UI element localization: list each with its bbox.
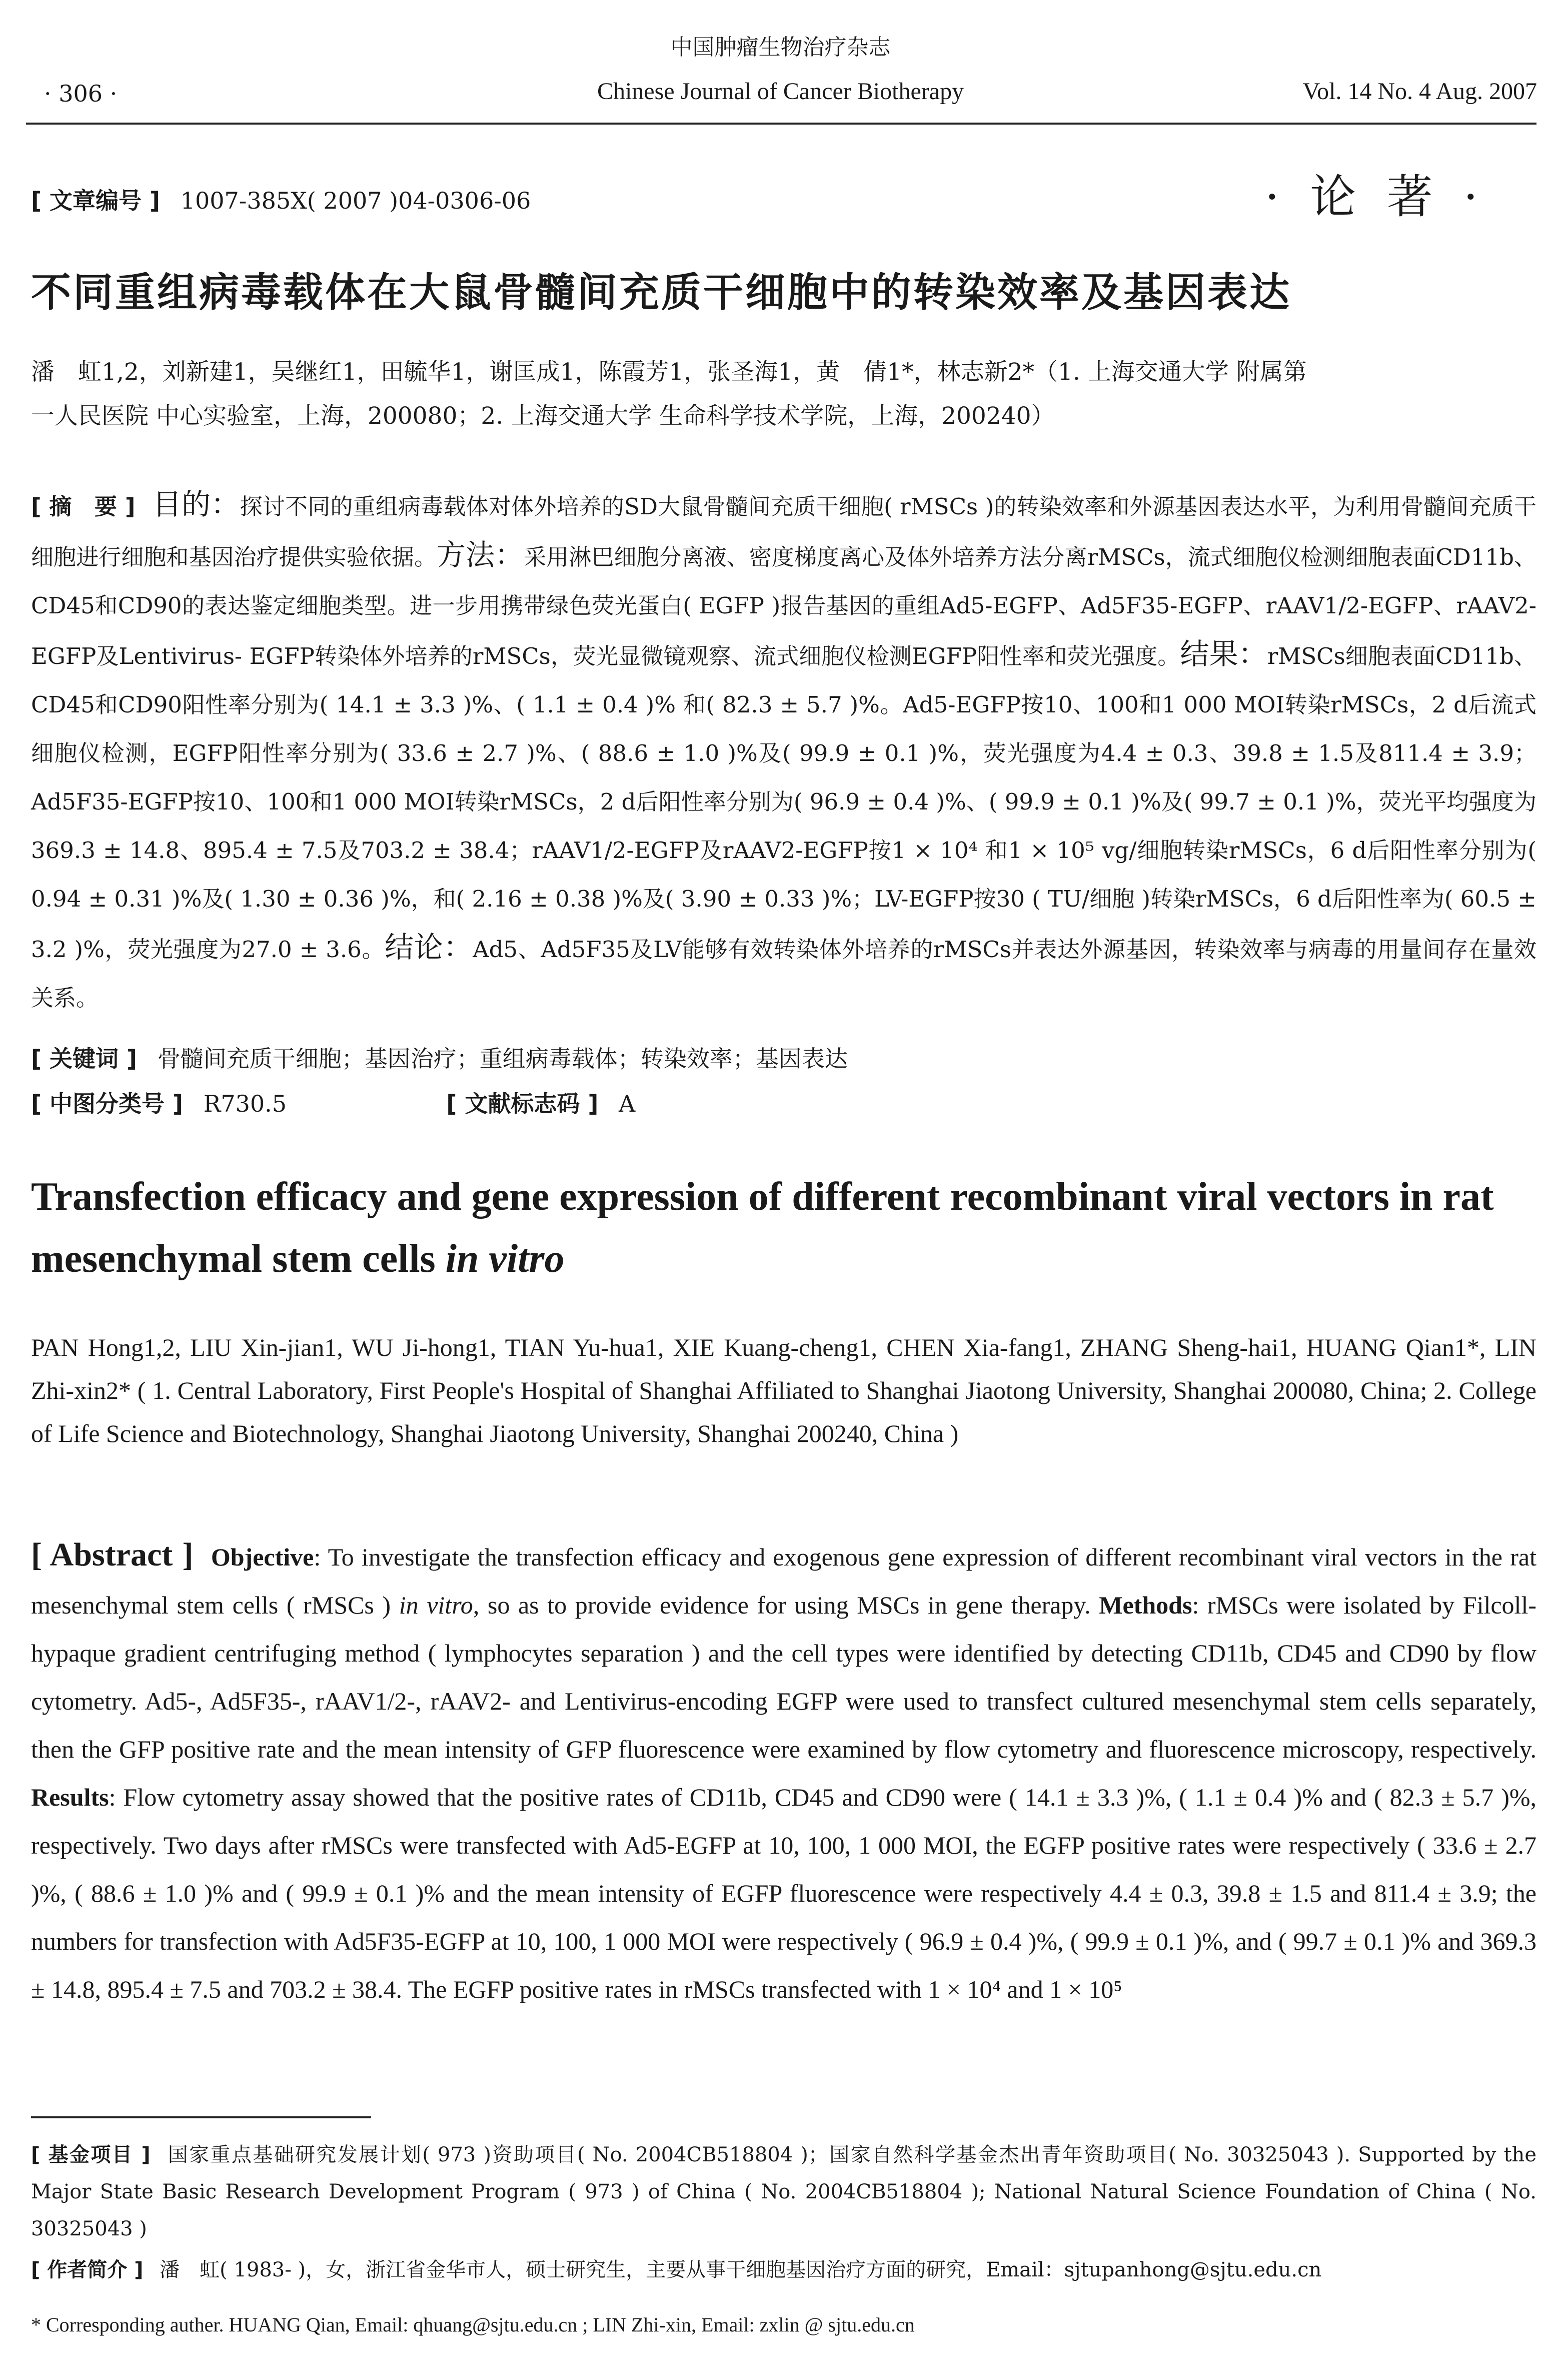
objective-en-label: Objective xyxy=(211,1543,314,1571)
funding-text: 国家重点基础研究发展计划( 973 )资助项目( No. 2004CB518804 )；国家自然科学基金杰出青年资助项目( No. 30325043 ). Supported by the Major State Basic Research Development Program ( 973 ) of China ( No. 2004CB518804 ); National Natural Science Foundation of China ( No. 30325043 ) xyxy=(31,2143,1536,2240)
results-cn: rMSCs细胞表面CD11b、CD45和CD90阳性率分别为( 14.1 ± 3.3 )%、( 1.1 ± 0.4 )% 和( 82.3 ± 5.7 )%。Ad5-EGFP按10、100和1 000 MOI转染rMSCs，2 d后流式细胞仪检测，EGFP阳性率分别为( 33.6 ± 2.7 )%、( 88.6 ± 1.0 )%及( 99.9 ± 0.1 )%，荧光强度为4.4 ± 0.3、39.8 ± 1.5及811.4 ± 3.9；Ad5F35-EGFP按10、100和1 000 MOI转染rMSCs，2 d后阳性率分别为( 96.9 ± 0.4 )%、( 99.9 ± 0.1 )%及( 99.7 ± 0.1 )%，荧光平均强度为369.3 ± 14.8、895.4 ± 7.5及703.2 ± 38.4；rAAV1/2-EGFP及rAAV2-EGFP按1 × 10⁴ 和1 × 10⁵ vg/细胞转染rMSCs，6 d后阳性率分别为( 0.94 ± 0.31 )%及( 1.30 ± 0.36 )%，和( 2.16 ± 0.38 )%及( 3.90 ± 0.33 )%；LV-EGFP按30 ( TU/细胞 )转染rMSCs，6 d后阳性率为( 60.5 ± 3.2 )%，荧光强度为27.0 ± 3.6。 xyxy=(31,643,1536,963)
methods-en: : rMSCs were isolated by Filcoll-hypaque gradient centrifuging method ( lymphocytes separation ) and the cell types were identified by detecting CD11b, CD45 and CD90 by flow cytometry. Ad5-, Ad5F35-, rAAV1/2-, rAAV2- and Lentivirus-encoding EGFP were used to transfect cultured mesenchymal stem cells separately, then the GFP positive rate and the mean intensity of GFP fluorescence were examined by flow cytometry and fluorescence microscopy, respectively. xyxy=(31,1591,1536,1763)
objective-en-b: , so as to provide evidence for using MSCs in gene therapy. xyxy=(473,1591,1091,1619)
article-number-label: [ 文章编号 ] xyxy=(31,187,161,214)
journal-name-cn: 中国肿瘤生物治疗杂志 xyxy=(670,35,891,60)
volume-info: Vol. 14 No. 4 Aug. 2007 xyxy=(1302,78,1537,105)
results-en-label: Results xyxy=(31,1783,109,1811)
clc-label: [ 中图分类号 ] xyxy=(31,1090,184,1117)
title-en-italic: in vitro xyxy=(445,1237,565,1281)
objective-en-italic: in vitro xyxy=(399,1591,473,1619)
conclusion-cn-label: 结论： xyxy=(385,930,473,964)
classification xyxy=(31,1086,635,1119)
authors-cn xyxy=(31,350,1536,438)
article-number xyxy=(31,183,531,216)
keywords-label: [ 关键词 ] xyxy=(31,1045,138,1072)
article-number-value: 1007-385X( 2007 )04-0306-06 xyxy=(180,187,531,214)
objective-en-a: : To investigate the transfection efficacy and exogenous gene expression of different recombinant viral vectors in the rat mesenchymal stem cells ( rMSCs ) xyxy=(31,1543,1537,1619)
funding-label: [ 基金项目 ] xyxy=(31,2143,151,2166)
title-cn: 不同重组病毒载体在大鼠骨髓间充质干细胞中的转染效率及基因表达 xyxy=(31,269,1291,316)
results-cn-label: 结果： xyxy=(1180,637,1267,671)
methods-en-label: Methods xyxy=(1099,1591,1192,1619)
methods-cn-label: 方法： xyxy=(437,538,524,572)
keywords-value: 骨髓间充质干细胞；基因治疗；重组病毒载体；转染效率；基因表达 xyxy=(157,1045,848,1072)
abstract-en xyxy=(31,1531,1536,2013)
funding-note xyxy=(31,2136,1536,2247)
keywords xyxy=(31,1041,848,1074)
author-bio-note xyxy=(31,2251,1536,2288)
objective-cn: 探讨不同的重组病毒载体对体外培养的SD大鼠骨髓间充质干细胞( rMSCs )的转染效率和外源基因表达水平，为利用骨髓间充质干细胞进行细胞和基因治疗提供实验依据。 xyxy=(31,493,1536,570)
corresponding-note: * Corresponding auther. HUANG Qian, Email: qhuang@sjtu.edu.cn ; LIN Zhi-xin, Email: zxlin @ sjtu.edu.cn xyxy=(31,2313,915,2336)
abstract-en-label: [ Abstract ] xyxy=(31,1536,194,1573)
authors-cn-line1: 潘 虹1,2，刘新建1，吴继红1，田毓华1，谢匡成1，陈霞芳1，张圣海1，黄 倩1*，林志新2*（1. 上海交通大学 附属第 xyxy=(31,358,1307,386)
methods-cn: 采用淋巴细胞分离液、密度梯度离心及体外培养方法分离rMSCs，流式细胞仪检测细胞表面CD11b、CD45和CD90的表达鉴定细胞类型。进一步用携带绿色荧光蛋白( EGFP )报告基因的重组Ad5-EGFP、Ad5F35-EGFP、rAAV1/2-EGFP、rAAV2-EGFP及Lentivirus- EGFP转染体外培养的rMSCs，荧光显微镜观察、流式细胞仪检测EGFP阳性率和荧光强度。 xyxy=(31,544,1536,669)
abstract-cn xyxy=(31,480,1536,1022)
header-rule xyxy=(26,123,1536,125)
section-label: · 论 著 · xyxy=(1264,170,1486,224)
doc-code-value: A xyxy=(618,1090,636,1117)
clc-value: R730.5 xyxy=(203,1090,287,1117)
author-bio-text: 潘 虹( 1983- )，女，浙江省金华市人，硕士研究生，主要从事干细胞基因治疗方面的研究，Email：sjtupanhong@sjtu.edu.cn xyxy=(160,2258,1322,2281)
abstract-cn-label: [ 摘 要 ] xyxy=(31,493,136,520)
results-en: : Flow cytometry assay showed that the positive rates of CD11b, CD45 and CD90 were ( 14.1 ± 3.3 )%, ( 1.1 ± 0.4 )% and ( 82.3 ± 5.7 )%, respectively. Two days after rMSCs were transfected with Ad5-EGFP at 10, 100, 1 000 MOI, the EGFP positive rates were respectively ( 33.6 ± 2.7 )%, ( 88.6 ± 1.0 )% and ( 99.9 ± 0.1 )% and the mean intensity of EGFP fluorescence were respectively 4.4 ± 0.3, 39.8 ± 1.5 and 811.4 ± 3.9; the numbers for transfection with Ad5F35-EGFP at 10, 100, 1 000 MOI were respectively ( 96.9 ± 0.4 )%, ( 99.9 ± 0.1 )%, and ( 99.7 ± 0.1 )% and 369.3 ± 14.8, 895.4 ± 7.5 and 703.2 ± 38.4. The EGFP positive rates in rMSCs transfected with 1 × 10⁴ and 1 × 10⁵ xyxy=(31,1783,1536,2003)
title-en xyxy=(31,1166,1536,1290)
authors-cn-line2: 一人民医院 中心实验室，上海，200080；2. 上海交通大学 生命科学技术学院，上海，200240） xyxy=(31,402,1055,430)
objective-cn-label: 目的： xyxy=(152,487,240,521)
authors-en: PAN Hong1,2, LIU Xin-jian1, WU Ji-hong1, TIAN Yu-hua1, XIE Kuang-cheng1, CHEN Xia-fang1, ZHANG Sheng-hai1, HUANG Qian1*, LIN Zhi-xin2* ( 1. Central Laboratory, First People's Hospital of Shanghai Affiliated to Shanghai Jiaotong University, Shanghai 200080, China; 2. College of Life Science and Biotechnology, Shanghai Jiaotong University, Shanghai 200240, China ) xyxy=(31,1333,1536,1447)
title-en-main: Transfection efficacy and gene expression of different recombinant viral vectors in rat mesenchymal stem cells xyxy=(31,1175,1494,1281)
journal-name-en: Chinese Journal of Cancer Biotherapy xyxy=(597,78,964,105)
author-bio-label: [ 作者简介 ] xyxy=(31,2258,144,2281)
conclusion-cn: Ad5、Ad5F35及LV能够有效转染体外培养的rMSCs并表达外源基因，转染效率与病毒的用量间存在量效关系。 xyxy=(31,936,1536,1011)
page-number: · 306 · xyxy=(44,80,118,107)
footnote-rule xyxy=(31,2116,371,2118)
doc-code-label: [ 文献标志码 ] xyxy=(446,1090,599,1117)
